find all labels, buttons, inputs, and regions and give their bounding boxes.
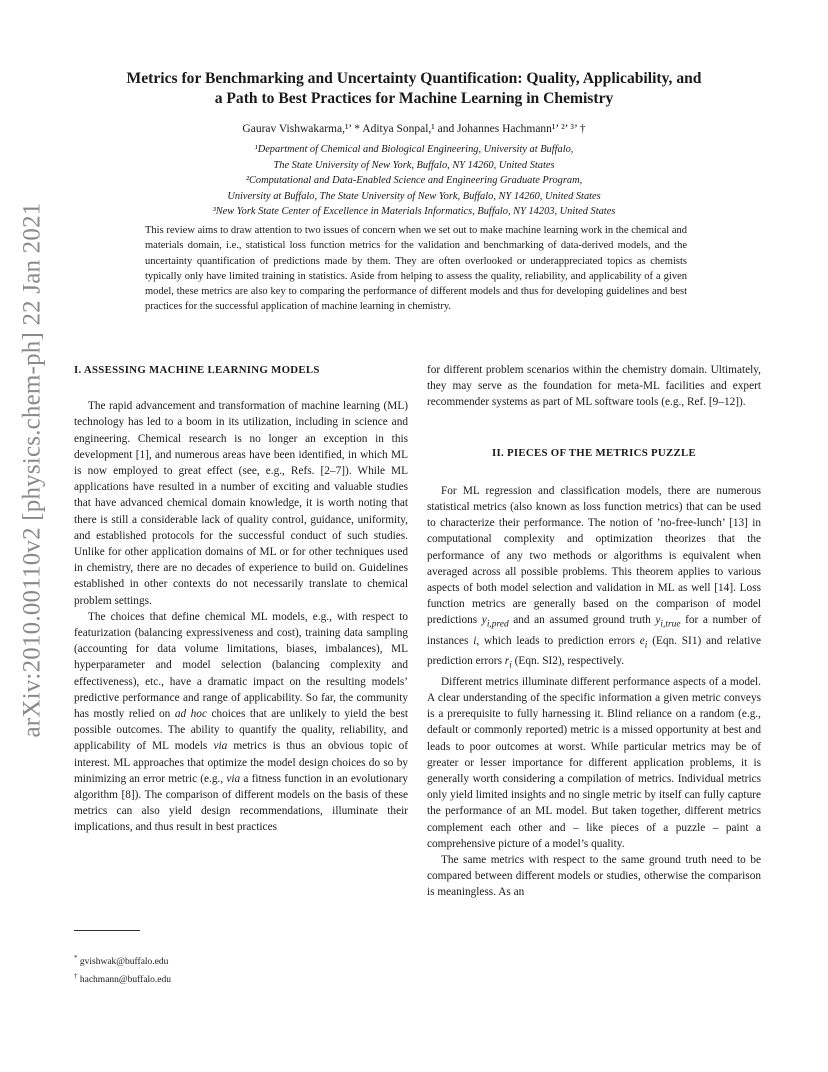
footnote: * gvishwak@buffalo.edu xyxy=(74,954,169,968)
affiliations xyxy=(120,142,708,220)
paragraph: for different problem scenarios within the chemistry domain. Ultimately, they may serve as the foundation for meta-ML facilities and expert recommender systems as part of ML software tools (e.g., Ref. [9–12]). xyxy=(427,364,761,409)
paragraph: The rapid advancement and transformation of machine learning (ML) technology has led to a boom in its utilization, including in science and engineering. Chemical research is no longer an exception in this development [1], and numerous areas have been identified, in which ML is now employed to great effect (see, e.g., Refs. [2–7]). While ML applications have resulted in a number of exciting and valuable studies that have advanced chemical domain knowledge, it is worth noting that there is still a considerable lack of quality control, guidance, uniformity, and established protocols for the successful conduct of such studies. Unlike for other application domains of ML or for other techniques used in chemistry, there are no decades of experience to build on. Guidelines established in other contexts do not necessarily translate to chemical problem settings. xyxy=(74,400,408,607)
title-line-1: Metrics for Benchmarking and Uncertainty Quantification: Quality, Applicability, and xyxy=(126,70,702,87)
footnote-email: gvishwak@buffalo.edu xyxy=(79,957,169,968)
arxiv-stamp xyxy=(10,190,54,750)
paragraph: Different metrics illuminate different performance aspects of a model. A clear understanding of the specific information a given metric conveys is a prerequisite to fully harnessing it. Blind reliance on a random (e.g., default or commonly reported) metric is a missed opportunity at best and leads to poor outcomes at worst. While particular metrics may be of greater or lesser importance for different application problems, it is generally worth considering a compilation of metrics. Individual metrics only yield limited insights and no single metric by itself can fully capture the performance of an ML model. But taken together, different metrics complement each other and – like pieces of a puzzle – paint a comprehensive picture of a model’s quality. xyxy=(427,675,761,850)
paragraph: The choices that define chemical ML models, e.g., with respect to featurization (balancing expressiveness and cost), training data sampling (accounting for data volume limitations, biases, imbalances), ML hyperparameter and model selection (balancing complexity and effectiveness), etc., have a dramatic impact on the resulting models’ predictive performance and range of applicability. So far, the community has mostly relied on ad hoc choices that are unlikely to yield the best possible outcomes. The ability to quantify the quality, reliability, and applicability of ML models via metrics is thus an obvious topic of interest. ML approaches that optimize the model design choices do so by minimizing an error metric (e.g., via a fitness function in an evolutionary algorithm [8]). The comparison of different models on the basis of these metrics can also yield design recommendations, illuminate their implications, and thus result in best practices xyxy=(74,610,408,834)
affiliation-line: The State University of New York, Buffalo, NY 14260, United States xyxy=(273,159,555,171)
affiliation-line: ¹Department of Chemical and Biological Engineering, University at Buffalo, xyxy=(254,144,574,155)
paragraph: For ML regression and classification models, there are numerous statistical metrics (also known as loss function metrics) that can be used to characterize their performance. The notion of ’no-free-lunch’ [13] in computational complexity and optimization theorizes that the performance of any two methods or algorithms is equivalent when averaged across all possible problems. This theorem applies to various aspects of both model selection and validation in ML as well [14]. Loss function metrics are generally based on the comparison of model predictions $y_{i,pred}$ and an assumed ground truth $y_{i,true}$ for a number of instances i, which leads to prediction errors $e_i$ (Eqn. SI1) and relative prediction errors $r_i$ (Eqn. SI2), respectively. xyxy=(427,484,762,671)
arxiv-identifier: arXiv:2010.00110v2 [physics.chem-ph] 22 Jan 2021 xyxy=(18,202,46,738)
footnotes xyxy=(74,951,171,987)
section-heading: II. PIECES OF THE METRICS PUZZLE xyxy=(492,446,696,459)
author-list: Gaurav Vishwakarma,¹’ * Aditya Sonpal,¹ and Johannes Hachmann¹’ ²’ ³’ † xyxy=(242,123,586,135)
left-column xyxy=(74,362,408,836)
title-line-2: a Path to Best Practices for Machine Learning in Chemistry xyxy=(214,90,614,107)
footnote-rule xyxy=(74,930,140,931)
section-heading: I. ASSESSING MACHINE LEARNING MODELS xyxy=(74,364,320,376)
right-column xyxy=(427,362,761,901)
footnote: † hachmann@buffalo.edu xyxy=(74,972,172,986)
abstract: This review aims to draw attention to two issues of concern when we set out to make machine learning work in the chemical and materials domain, i.e., statistical loss function metrics for the validation and benchmarking of data-derived models, and the uncertainty quantification of predictions made by them. They are often overlooked or underappreciated topics as chemists typically only have limited training in statistics. Aside from helping to assess the quality, reliability, and applicability of a given model, these metrics are also key to comparing the performance of different models and thus for developing guidelines and best practices for the successful application of machine learning in chemistry. xyxy=(145,225,687,313)
paragraph: The same metrics with respect to the same ground truth need to be compared between different models or studies, otherwise the comparison is meaningless. As an xyxy=(427,854,761,899)
footnote-email: hachmann@buffalo.edu xyxy=(79,975,172,986)
paper-title xyxy=(60,69,768,109)
affiliation-line: University at Buffalo, The State University of New York, Buffalo, NY 14260, United States xyxy=(227,190,601,202)
affiliation-line: ²Computational and Data-Enabled Science and Engineering Graduate Program, xyxy=(245,175,583,187)
affiliation-line: ³New York State Center of Excellence in Materials Informatics, Buffalo, NY 14203, United States xyxy=(212,206,616,218)
